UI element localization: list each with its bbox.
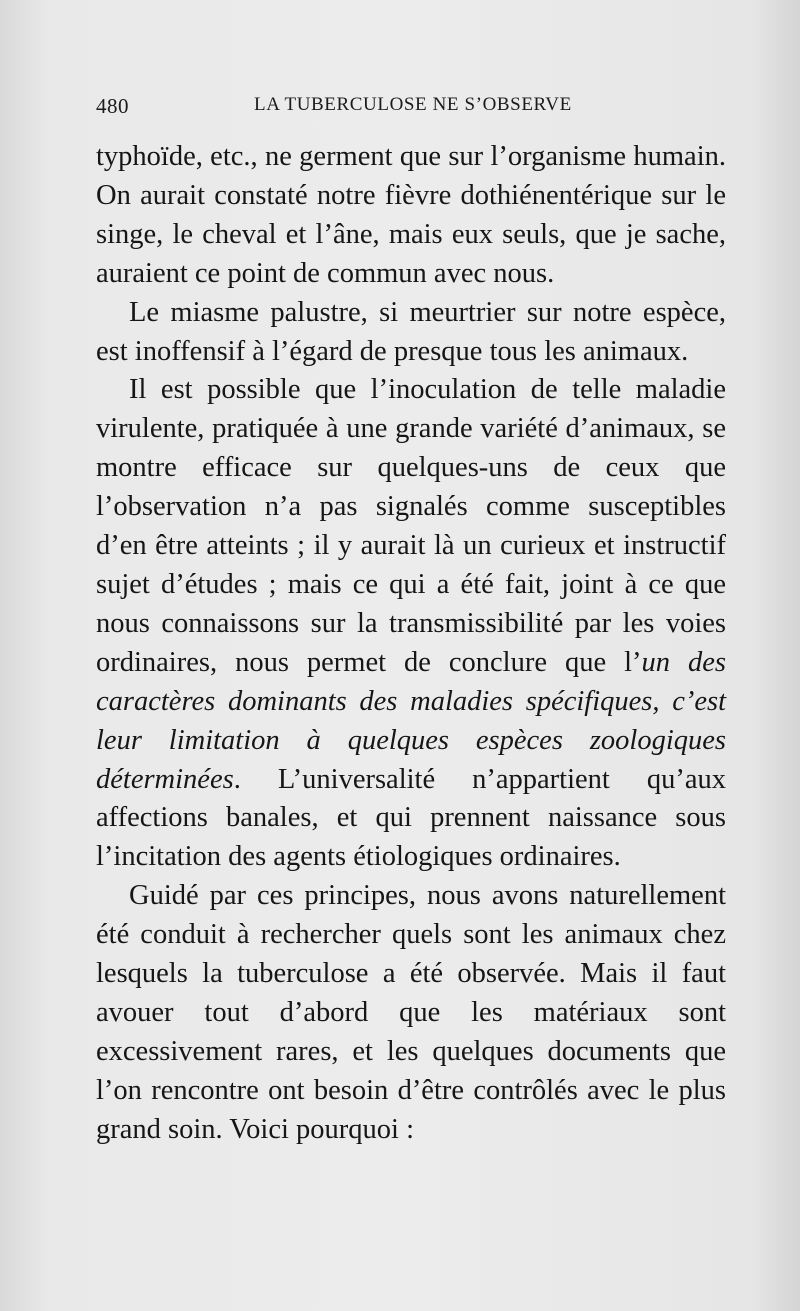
- paragraph-4: Guidé par ces principes, nous avons naturellement été conduit à rechercher quels sont les animaux chez lesquels la tuberculose a été observée. Mais il faut avouer tout d’abord que les matériaux sont excessivement rares, et les quelques documents que l’on rencontre ont besoin d’être contrôlés avec le plus grand soin. Voici pourquoi :: [96, 880, 726, 1145]
- body-text: [96, 138, 726, 1150]
- paragraph-3-text-end: . L’universalité n’appartient qu’aux affections banales, et qui prennent naissance sous l’incitation des agents étiologiques ordinaires.: [96, 763, 726, 873]
- paragraph-3-italic-phrase: un des caractères dominants des maladies spécifiques, c’est leur limitation à quelques espèces zoologiques déterminées: [96, 646, 726, 795]
- running-title: LA TUBERCULOSE NE S’OBSERVE: [254, 94, 572, 115]
- paragraph-3-text-start: Il est possible que l’inoculation de telle maladie virulente, pratiquée à une grande variété d’animaux, se montre efficace sur quelques-uns de ceux que l’observation n’a pas signalés comme susceptibles d’en être atteints ; il y aurait là un curieux et instructif sujet d’études ; mais ce qui a été fait, joint à ce que nous connaissons sur la transmissibilité par les voies ordinaires, nous permet de conclure que l’: [96, 374, 726, 678]
- paragraph-3: [96, 371, 726, 877]
- page-header: [96, 94, 736, 124]
- paragraph-1: typhoïde, etc., ne germent que sur l’organisme humain. On aurait constaté notre fièvre dothiénentérique sur le singe, le cheval et l’âne, mais eux seuls, que je sache, auraient ce point de commun avec nous.: [96, 141, 726, 289]
- paragraph-2: Le miasme palustre, si meurtrier sur notre espèce, est inoffensif à l’égard de presque tous les animaux.: [96, 296, 726, 367]
- page-number: 480: [96, 94, 129, 118]
